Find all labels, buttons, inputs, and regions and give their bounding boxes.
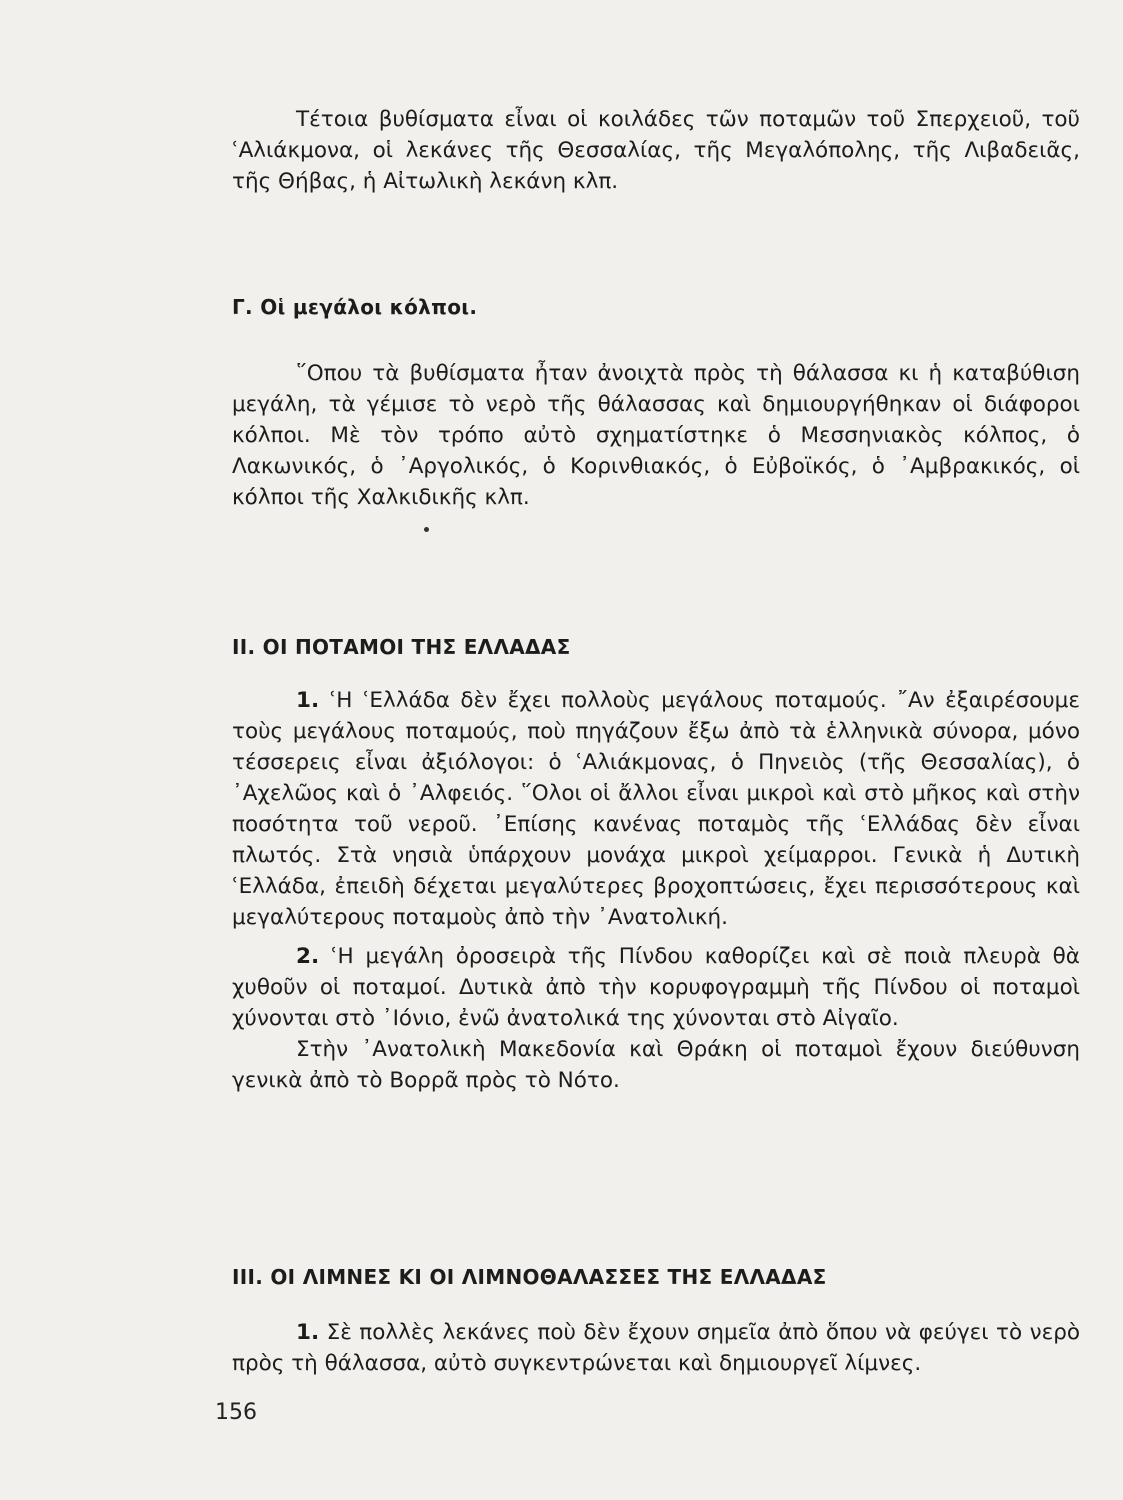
rivers-paragraph-2 <box>232 941 1080 1034</box>
heading-rivers: II. ΟΙ ΠΟΤΑΜΟΙ ΤΗΣ ΕΛΛΑΔΑΣ <box>232 635 571 659</box>
gulfs-text: ῞Οπου τὰ βυθίσματα ἦταν ἀνοιχτὰ πρὸς τὴ θάλασσα κι ἡ καταβύθιση μεγάλη, τὰ γέμισε τὸ νερὸ τῆς θάλασσας καὶ δημιουργήθηκαν οἱ διάφοροι κόλποι. Μὲ τὸν τρόπο αὐτὸ σχηματίστηκε ὁ Μεσσηνιακὸς κόλπος, ὁ Λακωνικός, ὁ ᾿Αργολικός, ὁ Κορινθιακός, ὁ Εὐβοϊκός, ὁ ᾿Αμβρακικός, οἱ κόλποι τῆς Χαλκιδικῆς κλπ. <box>232 361 1080 510</box>
rivers-paragraph-3 <box>232 1034 1080 1096</box>
rivers-text-1: ʿΗ ʿΕλλάδα δὲν ἔχει πολλοὺς μεγάλους ποταμούς. ῎Αν ἐξαιρέσουμε τοὺς μεγάλους ποταμούς, ποὺ πηγάζουν ἔξω ἀπὸ τὰ ἑλληνικὰ σύνορα, μόνο τέσσερεις εἶναι ἀξιόλογοι: ὁ ʿΑλιάκμονας, ὁ Πηνειὸς (τῆς Θεσσαλίας), ὁ ᾿Αχελῶος καὶ ὁ ᾿Αλφειός. ῞Ολοι οἱ ἄλλοι εἶναι μικροὶ καὶ στὸ μῆκος καὶ στὴν ποσότητα τοῦ νεροῦ. ᾿Επίσης κανένας ποταμὸς τῆς ʿΕλλάδας δὲν εἶναι πλωτός. Στὰ νησιὰ ὑπάρχουν μονάχα μικροὶ χείμαρροι. Γενικὰ ἡ Δυτικὴ ʿΕλλάδα, ἐπειδὴ δέχεται μεγαλύτερες βροχοπτώσεις, ἔχει περισσότερους καὶ μεγαλύτερους ποταμοὺς ἀπὸ τὴν ᾿Ανατολική. <box>232 688 1080 930</box>
rivers-paragraph-1 <box>232 685 1080 933</box>
lakes-paragraph <box>232 1317 1080 1379</box>
lakes-text-1: Σὲ πολλὲς λεκάνες ποὺ δὲν ἔχουν σημεῖα ἀπὸ ὅπου νὰ φεύγει τὸ νερὸ πρὸς τὴ θάλασσα, αὐτὸ συγκεντρώνεται καὶ δημιουργεῖ λίμνες. <box>232 1320 1081 1376</box>
heading-lakes: III. ΟΙ ΛΙΜΝΕΣ ΚΙ ΟΙ ΛΙΜΝΟΘΑΛΑΣΣΕΣ ΤΗΣ ΕΛΛΑΔΑΣ <box>232 1265 827 1289</box>
ink-speck <box>424 527 429 532</box>
heading-gulfs: Γ. Οἱ μεγάλοι κόλποι. <box>232 295 478 319</box>
rivers-paragraphs <box>232 685 1080 1096</box>
lakes-paragraph-1 <box>232 1317 1080 1379</box>
rivers-text-3: Στὴν ᾿Ανατολικὴ Μακεδονία καὶ Θράκη οἱ ποταμοὶ ἔχουν διεύθυνση γενικὰ ἀπὸ τὸ Βορρᾶ πρὸς τὸ Νότο. <box>232 1037 1080 1093</box>
intro-paragraph <box>232 104 1080 197</box>
paragraph-number: 2. <box>296 944 320 969</box>
rivers-text-2: ʿΗ μεγάλη ὀροσειρὰ τῆς Πίνδου καθορίζει καὶ σὲ ποιὰ πλευρὰ θὰ χυθοῦν οἱ ποταμοί. Δυτικὰ ἀπὸ τὴν κορυφογραμμὴ τῆς Πίνδου οἱ ποταμοὶ χύνονται στὸ ᾿Ιόνιο, ἐνῶ ἀνατολικά της χύνονται στὸ Αἰγαῖο. <box>232 944 1080 1031</box>
section-g-intro-text: Τέτοια βυθίσματα εἶναι οἱ κοιλάδες τῶν ποταμῶν τοῦ Σπερχειοῦ, τοῦ ʿΑλιάκμονα, οἱ λεκάνες τῆς Θεσσαλίας, τῆς Μεγαλόπολης, τῆς Λιβαδειᾶς, τῆς Θήβας, ἡ Αἰτωλικὴ λεκάνη κλπ. <box>232 107 1080 194</box>
gulfs-paragraph <box>232 358 1080 513</box>
paragraph-number: 1. <box>296 1320 320 1345</box>
page-number: 156 <box>215 1400 257 1425</box>
paragraph-number: 1. <box>296 688 320 713</box>
